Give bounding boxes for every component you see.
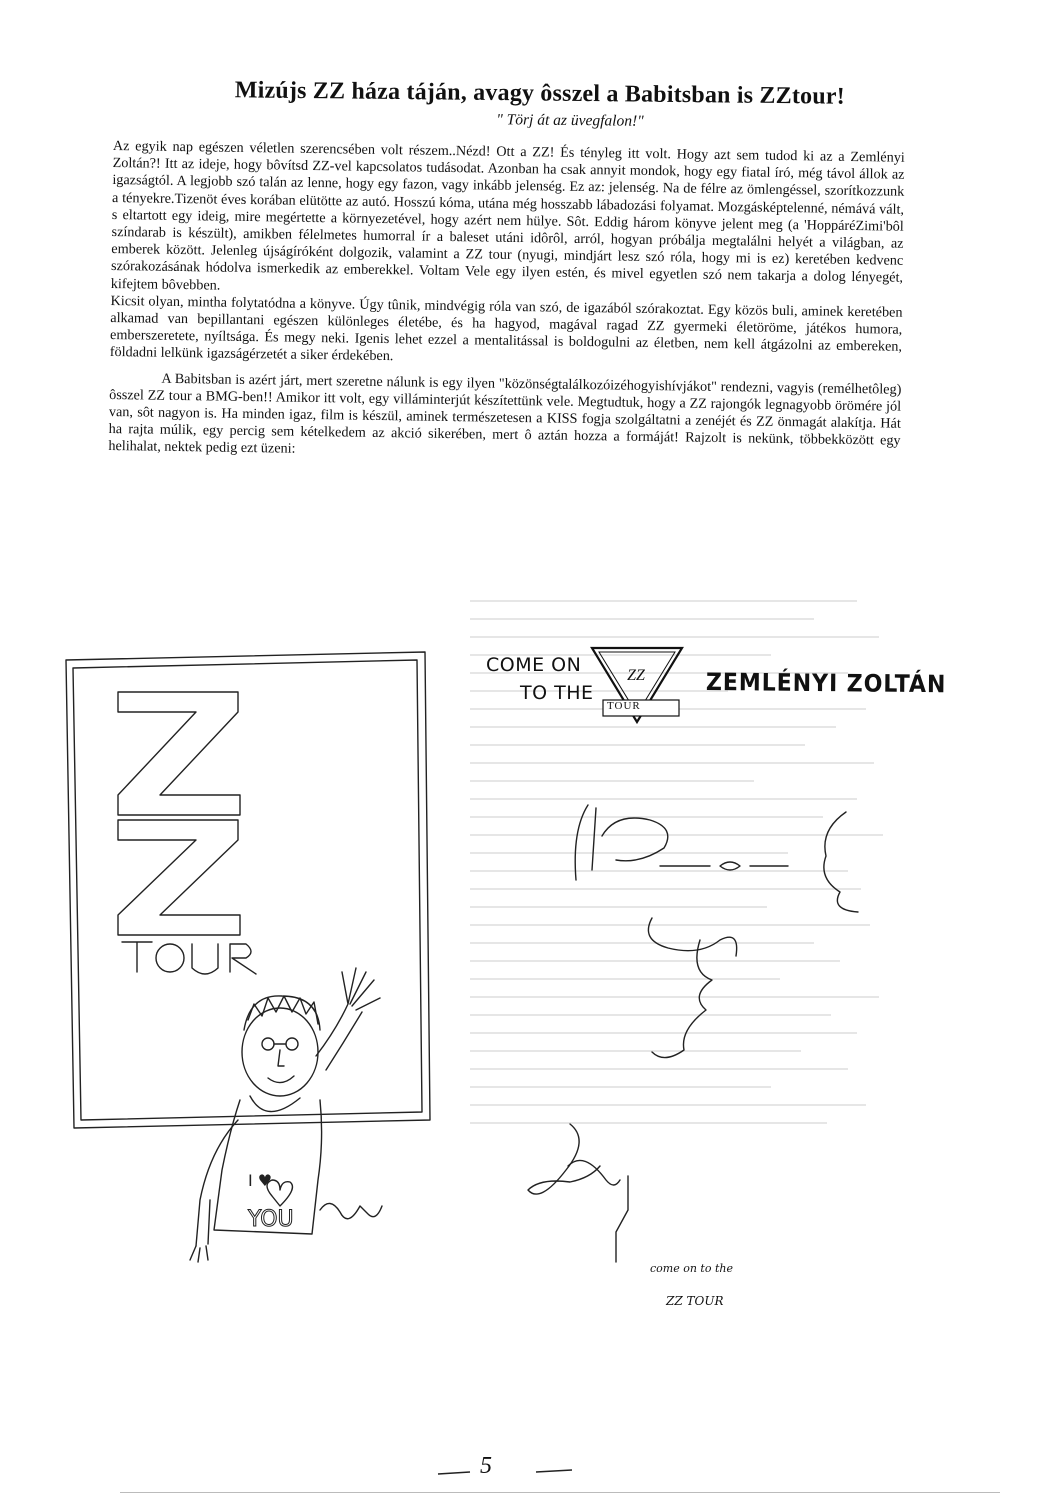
sign-z-2 (118, 820, 240, 935)
handwritten-note-come-on: come on to the (650, 1262, 733, 1275)
sign-frame-inner (73, 660, 422, 1120)
shirt-text-1: I ♥ (248, 1171, 273, 1190)
sign-tour-text: TOUR (138, 968, 141, 969)
page-number: 5 (480, 1453, 492, 1479)
logo-line-2: TO THE (520, 682, 594, 704)
page-number-dashes (436, 1462, 576, 1482)
stamped-name: ZEMLÉNYI ZOLTÁN (705, 668, 947, 699)
handwritten-note-zz-tour: ZZ TOUR (666, 1294, 724, 1308)
shirt-text-2: YOU (248, 1207, 294, 1232)
logo-zz-mark: ZZ (627, 667, 645, 684)
paragraph-2: Kicsit olyan, mintha folytatódna a könyve. Úgy tûnik, mindvégig róla van szó, de igazából szórakoztat. Egy közös buli, aminek keretében alkamad van bepillantani egészen különleges életébe, és ha hagyod, magával ragad ZZ gyermeki életöröme, játékos humora, emberszeretete, nyíltsága. És megy neki. Igenis lehet ezzel a mentalitással is boldogulni az életben, nem kell átgázolni az embereken, földadni lelkünk igazságérzetét a siker érdekében. (109, 292, 903, 365)
article-title: Mizújs ZZ háza táján, avagy ôsszel a Babitsban is ZZtour! (234, 77, 846, 110)
article-subtitle: " Törj át az üvegfalon!" (496, 111, 644, 130)
page-bottom-rule (120, 1492, 1000, 1493)
sign-zz-text: ZZ (130, 800, 132, 801)
logo-line-1: COME ON (486, 654, 582, 676)
logo-tour-label: TOUR (607, 700, 641, 712)
paragraph-3: A Babitsban is azért járt, mert szeretne nálunk is egy ilyen "közönségtalálkozóizéhogyishívjákot" rendezni, vagyis (remélhetôleg) ôsszel ZZ tour a BMG-ben!! Amikor itt volt, egy villáminterjút készítettünk vele. Megtudtuk, hogy a ZZ rajongók legnagyobb örömére jól van, sôt nagyon is. Ha minden igaz, film is készül, aminek természetesen a KISS fogja szolgáltatni a zenéjét és ZZ önmagát alakítja. Hát ha rajta múlik, egy percig sem kételkedem az akció sikerében, mert ô aztán hozza a formáját! Rajzolt is nekünk, többekközött egy helihalat, nektek pedig ezt üzeni: (108, 370, 902, 458)
sign-z-1 (118, 692, 240, 815)
paragraph-1: Az egyik nap egészen véletlen szerencsében volt részem..Nézd! Ott a ZZ! És tényleg itt volt. Hogy azt sem tudod ki az a Zemlényi Zoltán?! Itt az ideje, hogy bôvítsd ZZ-vel kapcsolatos tudásodat. Azonban ha csak annyit mondok, hogy egy fiatal író, még távol állok az igazságtól. A legjobb szó talán az lenne, hogy egy fazon, vagy inkább jelenség. Ez az: jelenség. Na de félre az ömlengéssel, szorítkozzunk a tényekre.Tizenöt éves korában elütötte az autó. Hosszú kóma, utána még hosszabb lábadozási folyamat. Mozgásképtelenné, némává vált, s eltartott egy ideig, mire megértette a környezetével, hogy azért nem hülye. Sôt. Eddig három könyve jelent meg (a 'HoppáréZimi'bôl színdarab is készült), amikben félelmetes humorral ír a baleset utáni idôrôl, arról, hogyan próbálja megtalálni helyét a világban, az emberek között. Jelenleg újságíróként dolgozik, valamint a ZZ tour (nyugi, mindjárt lesz szó róla, hogy mi is ez) keretében kedvenc szórakozásának hódolva ismerkedik az emberekkel. Voltam Vele egy ilyen estén, és mivel egyetlen szó nem takarja a dolog lényegét, kifejtem bôvebben. (110, 138, 905, 294)
sign-frame (66, 652, 430, 1128)
